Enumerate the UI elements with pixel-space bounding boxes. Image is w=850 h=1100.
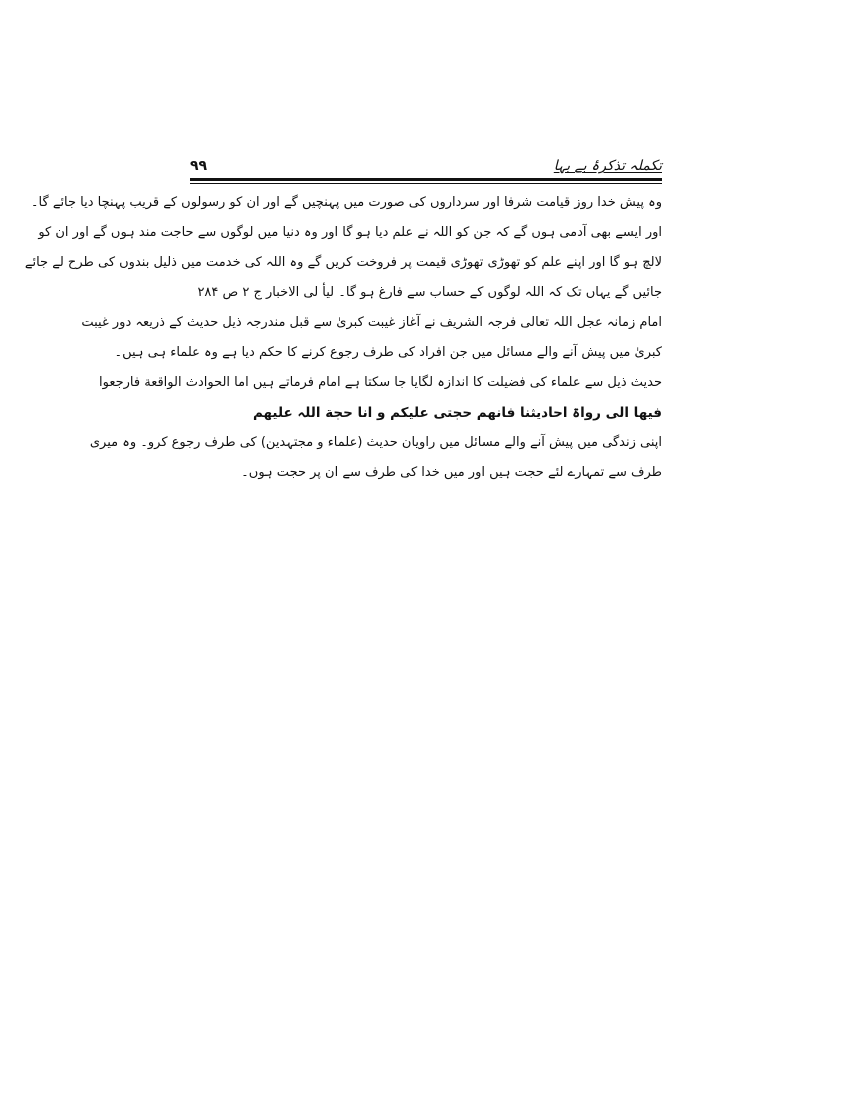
text-line-9: اپنی زندگی میں پیش آنے والے مسائل میں راویان حدیث (علماء و مجتہدین) کی طرف رجوع کرو۔ وہ میری <box>89 435 662 450</box>
text-line-3: لالچ ہو گا اور اپنے علم کو تھوڑی تھوڑی قیمت پر فروخت کریں گے وہ اللہ کی خدمت میں ذلیل بندوں کی طرح لے جائے <box>24 255 662 270</box>
running-title: تکملہ تذکرۂ بے بہا <box>553 158 662 174</box>
page-number: ۹۹ <box>190 158 208 174</box>
arabic-hadith-line: فیھا الی رواۃ احادیثنا فانھم حجتی علیکم و انا حجة اللہ علیھم <box>252 405 662 421</box>
text-line-10: طرف سے تمہارے لئے حجت ہیں اور میں خدا کی طرف سے ان پر حجت ہوں۔ <box>241 465 662 480</box>
header-rule-thin <box>190 183 662 184</box>
body-text <box>24 188 662 488</box>
text-line-6: کبریٰ میں پیش آنے والے مسائل میں جن افراد کی طرف رجوع کرنے کا حکم دیا ہے وہ علماء ہی ہیں۔ <box>114 345 662 360</box>
header-rule-thick <box>190 178 662 181</box>
text-line-5: امام زمانہ عجل اللہ تعالی فرجہ الشریف نے آغاز غیبت کبریٰ سے قبل مندرجہ ذیل حدیث کے ذریعہ دور غیبت <box>81 315 662 330</box>
text-line-7: حدیث ذیل سے علماء کی فضیلت کا اندازہ لگایا جا سکتا ہے امام فرماتے ہیں اما الحوادث الواقعة فارجعوا <box>99 375 662 390</box>
text-line-1: وہ پیش خدا روز قیامت شرفا اور سرداروں کی صورت میں پہنچیں گے اور ان کو رسولوں کے قریب پہنچا دیا جائے گا۔ <box>30 195 662 210</box>
page-header <box>190 158 662 176</box>
text-line-4: جائیں گے یہاں تک کہ اللہ لوگوں کے حساب سے فارغ ہو گا۔ لیأ لی الاخبار ج ۲ ص ۲۸۴ <box>197 285 662 300</box>
text-line-2: اور ایسے بھی آدمی ہوں گے کہ جن کو اللہ نے علم دیا ہو گا اور وہ دنیا میں لوگوں سے حاجت مند ہوں گے اور ان کو <box>38 225 662 240</box>
